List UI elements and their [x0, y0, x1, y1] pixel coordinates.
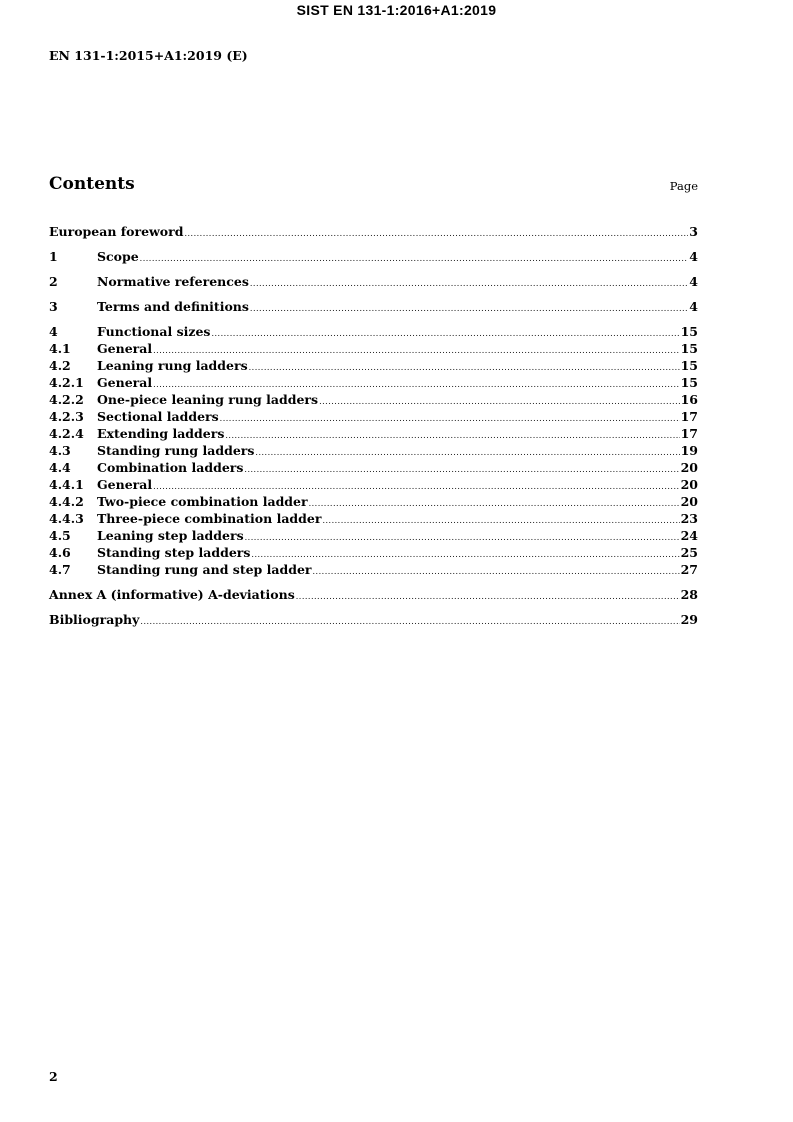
toc-leader-dots — [244, 465, 679, 474]
toc-entry-three-piece-combination-ladder[interactable] — [49, 511, 698, 528]
toc-entry-title: Leaning rung ladders — [97, 358, 248, 373]
toc-entry-title: General — [97, 375, 153, 390]
toc-entry-title: General — [97, 341, 153, 356]
watermark: SIST EN 131-1:2016+A1:2019 — [296, 2, 497, 18]
toc-leader-dots — [251, 550, 679, 559]
toc-entry-normative-references[interactable] — [49, 274, 698, 291]
toc-leader-dots — [211, 329, 679, 338]
page-column-label: Page — [669, 179, 698, 193]
toc-entry-page: 29 — [680, 612, 698, 627]
toc-entry-number: 4.4.1 — [49, 477, 84, 492]
toc-entry-page: 4 — [689, 299, 698, 314]
toc-leader-dots — [245, 533, 680, 542]
toc-entry-extending-ladders[interactable] — [49, 426, 698, 443]
toc-entry-title: Sectional ladders — [97, 409, 219, 424]
toc-entry-number: 4.2.3 — [49, 409, 84, 424]
toc-entry-title: Standing step ladders — [97, 545, 251, 560]
toc-entry-number: 4.5 — [49, 528, 71, 543]
toc-entry-page: 23 — [680, 511, 698, 526]
toc-entry-number: 4.3 — [49, 443, 71, 458]
toc-entry-annex-a[interactable] — [49, 587, 698, 604]
toc-entry-standing-rung-ladders[interactable] — [49, 443, 698, 460]
toc-entry-page: 20 — [680, 460, 698, 475]
toc-entry-number: 4.4.2 — [49, 494, 84, 509]
toc-entry-terms-and-definitions[interactable] — [49, 299, 698, 316]
toc-entry-number: 1 — [49, 249, 58, 264]
toc-leader-dots — [153, 346, 679, 355]
toc-leader-dots — [220, 414, 680, 423]
toc-entry-page: 17 — [680, 409, 698, 424]
toc-entry-title: Bibliography — [49, 612, 140, 627]
toc-leader-dots — [322, 516, 679, 525]
toc-leader-dots — [250, 304, 688, 313]
toc-entry-two-piece-combination-ladder[interactable] — [49, 494, 698, 511]
toc-entry-page: 27 — [680, 562, 698, 577]
toc-entry-page: 16 — [680, 392, 698, 407]
toc-entry-page: 15 — [680, 324, 698, 339]
toc-entry-page: 28 — [680, 587, 698, 602]
toc-leader-dots — [140, 617, 679, 626]
toc-entry-combination-ladders[interactable] — [49, 460, 698, 477]
toc-entry-title: General — [97, 477, 153, 492]
toc-entry-sectional-ladders[interactable] — [49, 409, 698, 426]
toc-entry-one-piece-leaning-rung-ladders[interactable] — [49, 392, 698, 409]
table-of-contents — [49, 224, 698, 629]
toc-entry-page: 19 — [680, 443, 698, 458]
toc-entry-title: Standing rung ladders — [97, 443, 255, 458]
toc-entry-title: Normative references — [97, 274, 249, 289]
toc-leader-dots — [140, 254, 689, 263]
toc-leader-dots — [249, 363, 680, 372]
toc-entry-number: 4.6 — [49, 545, 71, 560]
toc-entry-title: Combination ladders — [97, 460, 244, 475]
toc-entry-number: 4.2 — [49, 358, 71, 373]
toc-entry-page: 25 — [680, 545, 698, 560]
toc-leader-dots — [250, 279, 688, 288]
toc-leader-dots — [296, 592, 680, 601]
toc-entry-title: One-piece leaning rung ladders — [97, 392, 319, 407]
toc-entry-title: Leaning step ladders — [97, 528, 244, 543]
toc-entry-number: 4.1 — [49, 341, 71, 356]
toc-entry-page: 15 — [680, 341, 698, 356]
toc-entry-leaning-step-ladders[interactable] — [49, 528, 698, 545]
toc-leader-dots — [184, 229, 688, 238]
toc-entry-title: Two-piece combination ladder — [97, 494, 308, 509]
toc-entry-number: 4.2.1 — [49, 375, 84, 390]
toc-entry-number: 3 — [49, 299, 58, 314]
toc-entry-title: Extending ladders — [97, 426, 225, 441]
document-header: EN 131-1:2015+A1:2019 (E) — [49, 48, 248, 63]
toc-entry-standing-rung-and-step-ladder[interactable] — [49, 562, 698, 579]
toc-leader-dots — [153, 482, 679, 491]
contents-title: Contents — [49, 174, 135, 194]
toc-entry-european-foreword[interactable] — [49, 224, 698, 241]
toc-entry-title: European foreword — [49, 224, 184, 239]
toc-leader-dots — [313, 567, 680, 576]
toc-entry-4-1-general[interactable] — [49, 341, 698, 358]
toc-entry-number: 4.2.4 — [49, 426, 84, 441]
toc-entry-title: Terms and definitions — [97, 299, 249, 314]
toc-entry-page: 15 — [680, 358, 698, 373]
toc-entry-page: 20 — [680, 477, 698, 492]
toc-entry-standing-step-ladders[interactable] — [49, 545, 698, 562]
toc-entry-page: 17 — [680, 426, 698, 441]
toc-entry-title: Three-piece combination ladder — [97, 511, 322, 526]
toc-entry-4-2-1-general[interactable] — [49, 375, 698, 392]
toc-leader-dots — [319, 397, 680, 406]
toc-entry-number: 4 — [49, 324, 58, 339]
toc-entry-functional-sizes[interactable] — [49, 324, 698, 341]
toc-entry-number: 2 — [49, 274, 58, 289]
toc-entry-title: Annex A (informative) A-deviations — [49, 587, 295, 602]
toc-entry-page: 4 — [689, 249, 698, 264]
toc-entry-number: 4.4 — [49, 460, 71, 475]
toc-entry-page: 24 — [680, 528, 698, 543]
toc-entry-page: 15 — [680, 375, 698, 390]
toc-entry-title: Standing rung and step ladder — [97, 562, 312, 577]
toc-entry-bibliography[interactable] — [49, 612, 698, 629]
toc-entry-scope[interactable] — [49, 249, 698, 266]
toc-leader-dots — [309, 499, 680, 508]
toc-leader-dots — [255, 448, 679, 457]
toc-entry-page: 4 — [689, 274, 698, 289]
toc-entry-title: Scope — [97, 249, 139, 264]
toc-leader-dots — [225, 431, 679, 440]
toc-entry-leaning-rung-ladders[interactable] — [49, 358, 698, 375]
toc-entry-4-4-1-general[interactable] — [49, 477, 698, 494]
toc-entry-number: 4.4.3 — [49, 511, 84, 526]
toc-entry-page: 3 — [689, 224, 698, 239]
toc-entry-page: 20 — [680, 494, 698, 509]
toc-leader-dots — [153, 380, 679, 389]
toc-entry-title: Functional sizes — [97, 324, 211, 339]
toc-entry-number: 4.2.2 — [49, 392, 84, 407]
toc-entry-number: 4.7 — [49, 562, 71, 577]
page-number: 2 — [49, 1069, 58, 1084]
